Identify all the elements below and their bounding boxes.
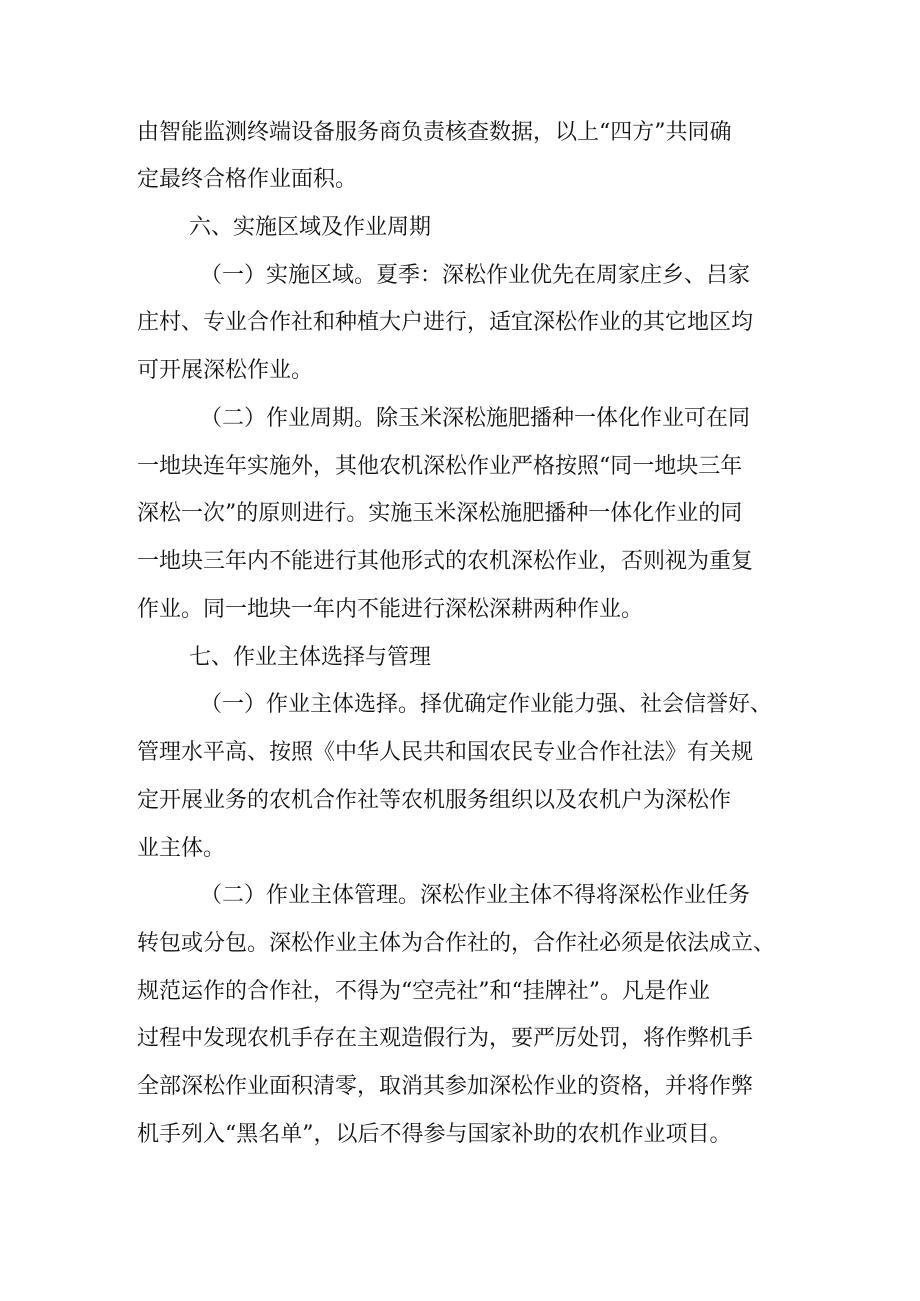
text-line: 定开展业务的农机合作社等农机服务组织以及农机户为深松作 [137,788,732,813]
text-line: （一）实施区域。夏季：深松作业优先在周家庄乡、吕家 [200,263,751,288]
text-line: 一地块连年实施外，其他农机深松作业严格按照“同一地块三年 [137,454,743,479]
text-line: 可开展深松作业。 [137,358,314,383]
text-line: 全部深松作业面积清零，取消其参加深松作业的资格，并将作弊 [137,1074,754,1099]
text-line: 深松一次”的原则进行。实施玉米深松施肥播种一体化作业的同 [137,501,743,526]
text-line: 定最终合格作业面积。 [137,167,358,192]
text-line: （二）作业主体管理。深松作业主体不得将深松作业任务 [200,883,751,908]
text-line: （二）作业周期。除玉米深松施肥播种一体化作业可在同 [200,406,751,431]
section-heading: 七、作业主体选择与管理 [189,645,432,670]
text-line: 由智能监测终端设备服务商负责核查数据，以上“四方”共同确 [137,120,732,145]
text-line: 一地块三年内不能进行其他形式的农机深松作业，否则视为重复 [137,549,754,574]
text-line: 作业。同一地块一年内不能进行深松深耕两种作业。 [137,597,644,622]
text-line: （一）作业主体选择。择优确定作业能力强、社会信誉好、 [200,692,773,717]
text-line: 业主体。 [137,836,226,861]
text-line: 规范运作的合作社，不得为“空壳社”和“挂牌社”。凡是作业 [137,979,710,1004]
text-line: 庄村、专业合作社和种植大户进行，适宜深松作业的其它地区均 [137,310,754,335]
section-heading: 六、实施区域及作业周期 [189,215,432,240]
text-line: 过程中发现农机手存在主观造假行为，要严厉处罚，将作弊机手 [137,1026,754,1051]
text-line: 转包或分包。深松作业主体为合作社的，合作社必须是依法成立、 [137,931,776,956]
text-line: 机手列入“黑名单”，以后不得参与国家补助的农机作业项目。 [137,1122,732,1147]
text-line: 管理水平高、按照《中华人民共和国农民专业合作社法》有关规 [137,740,754,765]
